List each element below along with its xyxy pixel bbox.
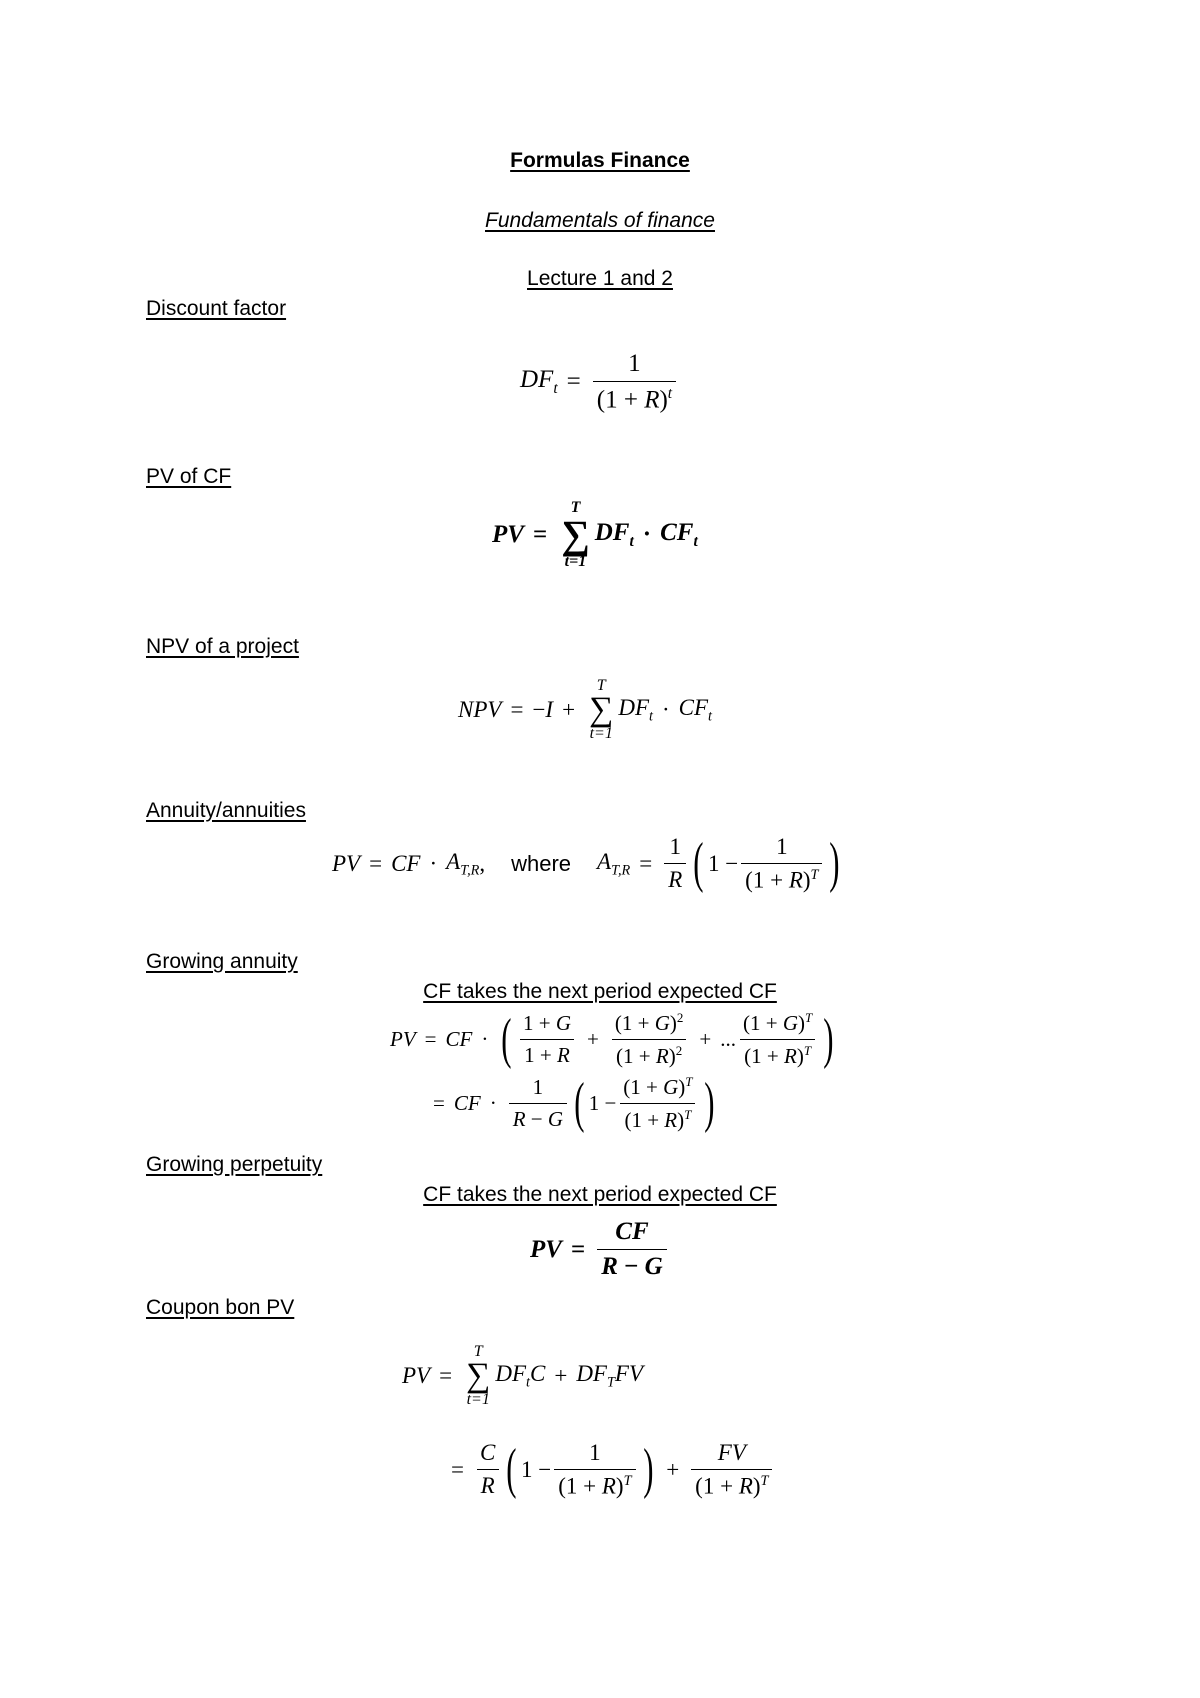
formula-npv: NPV = −I + T ∑ t=1 $DF_t$ · $CF_t$ [458, 677, 712, 743]
growing-annuity-note: CF takes the next period expected CF [423, 980, 777, 1003]
formula-pv-of-cf: PV = T ∑ t=1 $DF_t$ · $CF_t$ [492, 499, 698, 570]
formula-growing-annuity-line2: = CF · 1 R − G ( 1 − $\frac{(1 + G)^T}{(1 + R)^T}$ ) [433, 1072, 715, 1135]
lecture-heading: Lecture 1 and 2 [527, 267, 673, 290]
section-annuity: Annuity/annuities [146, 799, 306, 822]
formula-word-where: where [511, 850, 572, 876]
page-subtitle: Fundamentals of finance [485, 209, 715, 232]
section-growing-annuity: Growing annuity [146, 950, 298, 973]
section-pv-of-cf: PV of CF [146, 465, 232, 488]
formula-discount-factor: $DF_t$ = $\frac{1}{(1 + R)^t}$ [520, 350, 679, 414]
section-discount-factor: Discount factor [146, 297, 287, 320]
formula-growing-annuity-line1: PV = CF · ( 1 + G 1 + R + $\frac{(1 + G)^2}{(1 + R)^2}$ + ... $(1 + G)^T$ $(1 + R)^T$ ) [390, 1008, 834, 1071]
page-title: Formulas Finance [510, 149, 690, 172]
formula-coupon-bond-line2: = $\frac{C}{R}$ ( 1 − $\frac{1}{(1 + R)^T}$ ) + $\frac{FV}{(1 + R)^T}$ [442, 1440, 775, 1500]
section-npv: NPV of a project [146, 635, 299, 658]
growing-perpetuity-note: CF takes the next period expected CF [423, 1183, 777, 1206]
formula-annuity: PV = CF · $A_{T,R}$ , where $A_{T,R}$ = $\frac{1}{R}$ ( 1 − $\frac{1}{(1 + R)^T}$ ) [332, 832, 840, 895]
formula-coupon-bond-line1: PV = T ∑ t=1 $DF_tC$ + $DF_TFV$ [402, 1343, 644, 1409]
section-coupon-bond: Coupon bon PV [146, 1296, 295, 1319]
formula-growing-perpetuity: PV = $\frac{CF}{R - G}$ [530, 1218, 670, 1281]
section-growing-perpetuity: Growing perpetuity [146, 1153, 323, 1176]
